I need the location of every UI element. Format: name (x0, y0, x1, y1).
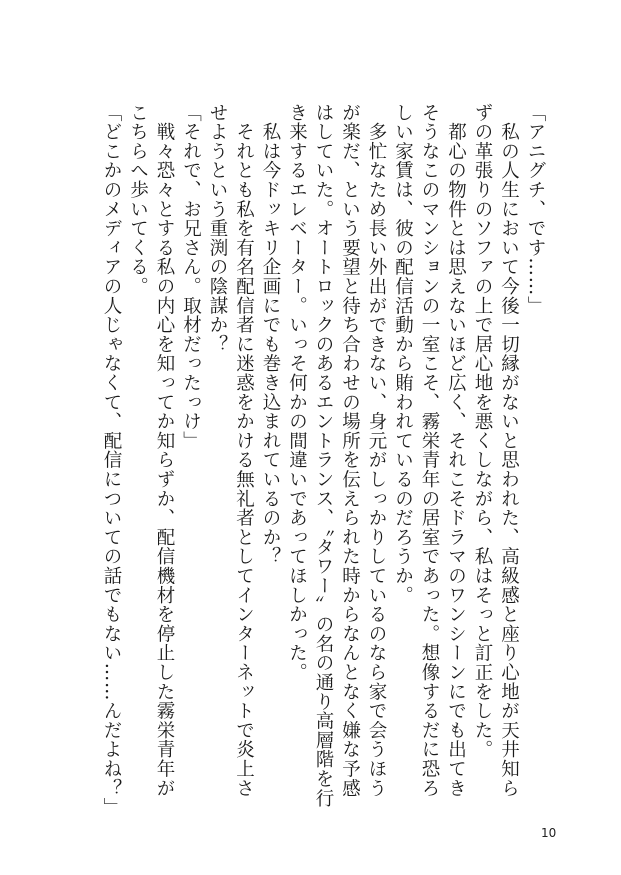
paragraph-9: 「どこかのメディアの人じゃなくて、配信についての話でもない……んだよね？」 (101, 103, 122, 818)
paragraph-8: 戦々恐々とする私の内心を知ってか知らずか、配信機材を停止した霧栄青年がこちらへ歩いてくる。 (127, 103, 175, 798)
page-number: 10 (541, 826, 557, 840)
paragraph-3: 都心の物件とは思えないほど広く、それこそドラマのワンシーンにでも出てきそうなこのマンションの一室こそ、霧栄青年の居室であった。想像するだに恐ろしい家賃は、彼の配信活動から賄われているのだろうか。 (392, 103, 467, 798)
paragraph-5: 私は今ドッキリ企画にでも巻き込まれているのか？ (260, 103, 281, 567)
paragraph-1: 「アニグチ、です……」 (525, 103, 546, 316)
paragraph-2: 私の人生において今後一切縁がないと思われた、高級感と座り心地が天井知らずの革張りのソファの上で居心地を悪くしながら、私はそっと訂正をした。 (472, 103, 520, 798)
paragraph-4: 多忙なため長い外出ができない、身元がしっかりしているのなら家で会うほうが楽だ、という要望と待ち合わせの場所を伝えられた時からなんとなく嫌な予感はしていた。オートロックのあるエントランス、〝タワー〟の名の通り高層階を行き来するエレベーター。いっそ何かの間違いであってほしかった。 (286, 103, 387, 808)
vertical-text-body (98, 103, 549, 818)
paragraph-6: それとも私を有名配信者に迷惑をかける無礼者としてインターネットで炎上させようという重渕の陰謀か？ (207, 103, 255, 798)
paragraph-7: 「それで、お兄さん。取材だったっけ」 (180, 103, 202, 451)
